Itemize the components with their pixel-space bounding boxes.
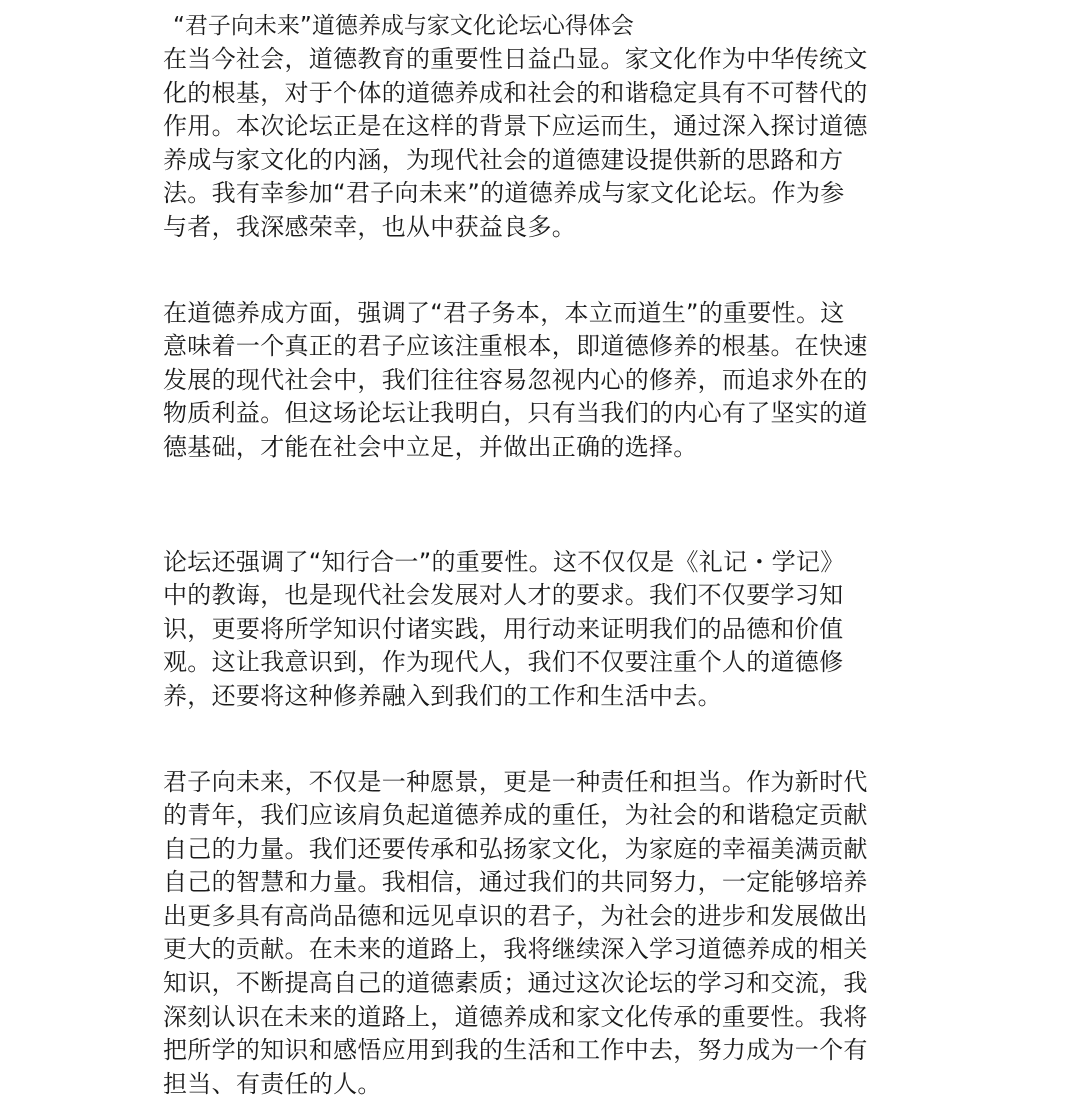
text-line: 作用。本次论坛正是在这样的背景下应运而生，通过深入探讨道德 xyxy=(163,112,868,141)
paragraph-1 xyxy=(163,43,908,245)
text-line: 中的教诲，也是现代社会发展对人才的要求。我们不仅要学习知 xyxy=(163,581,844,610)
text-line: 观。这让我意识到，作为现代人，我们不仅要注重个人的道德修 xyxy=(163,648,844,677)
text-line: 发展的现代社会中，我们往往容易忽视内心的修养，而追求外在的 xyxy=(163,365,868,394)
text-line: 化的根基，对于个体的道德养成和社会的和谐稳定具有不可替代的 xyxy=(163,78,868,107)
text-line: 自己的力量。我们还要传承和弘扬家文化，为家庭的幸福美满贡献 xyxy=(163,834,868,863)
text-line: 的青年，我们应该肩负起道德养成的重任，为社会的和谐稳定贡献 xyxy=(163,801,868,830)
paragraph-2 xyxy=(163,297,908,465)
text-line: 在道德养成方面，强调了“君子务本，本立而道生”的重要性。这 xyxy=(163,298,845,327)
document-body xyxy=(163,10,908,1101)
text-line: 知识，不断提高自己的道德素质；通过这次论坛的学习和交流，我 xyxy=(163,969,868,998)
paragraph-3 xyxy=(163,546,908,714)
text-line: 担当、有责任的人。 xyxy=(163,1069,382,1098)
document-title: “君子向未来”道德养成与家文化论坛心得体会 xyxy=(173,13,634,39)
text-line: 养，还要将这种修养融入到我们的工作和生活中去。 xyxy=(163,681,722,710)
paragraph-spacer xyxy=(163,465,908,546)
text-line: 物质利益。但这场论坛让我明白，只有当我们的内心有了坚实的道 xyxy=(163,399,868,428)
paragraph-spacer xyxy=(163,714,908,766)
text-line: 识，更要将所学知识付诸实践，用行动来证明我们的品德和价值 xyxy=(163,614,844,643)
text-line: 养成与家文化的内涵，为现代社会的道德建设提供新的思路和方 xyxy=(163,145,844,174)
paragraph-spacer xyxy=(163,245,908,297)
text-line: 论坛还强调了“知行合一”的重要性。这不仅仅是《礼记・学记》 xyxy=(163,547,845,576)
paragraph-4 xyxy=(163,766,908,1102)
text-line: 把所学的知识和感悟应用到我的生活和工作中去，努力成为一个有 xyxy=(163,1036,868,1065)
text-line: 深刻认识在未来的道路上，道德养成和家文化传承的重要性。我将 xyxy=(163,1002,868,1031)
text-line: 君子向未来，不仅是一种愿景，更是一种责任和担当。作为新时代 xyxy=(163,767,868,796)
text-line: 意味着一个真正的君子应该注重根本，即道德修养的根基。在快速 xyxy=(163,332,868,361)
text-line: 与者，我深感荣幸，也从中获益良多。 xyxy=(163,212,577,241)
text-line: 法。我有幸参加“君子向未来”的道德养成与家文化论坛。作为参 xyxy=(163,179,845,208)
text-line: 更大的贡献。在未来的道路上，我将继续深入学习道德养成的相关 xyxy=(163,935,868,964)
text-line: 德基础，才能在社会中立足，并做出正确的选择。 xyxy=(163,432,698,461)
text-line: 出更多具有高尚品德和远见卓识的君子，为社会的进步和发展做出 xyxy=(163,901,868,930)
text-line: 在当今社会，道德教育的重要性日益凸显。家文化作为中华传统文 xyxy=(163,45,868,73)
text-line: 自己的智慧和力量。我相信，通过我们的共同努力，一定能够培养 xyxy=(163,868,868,897)
